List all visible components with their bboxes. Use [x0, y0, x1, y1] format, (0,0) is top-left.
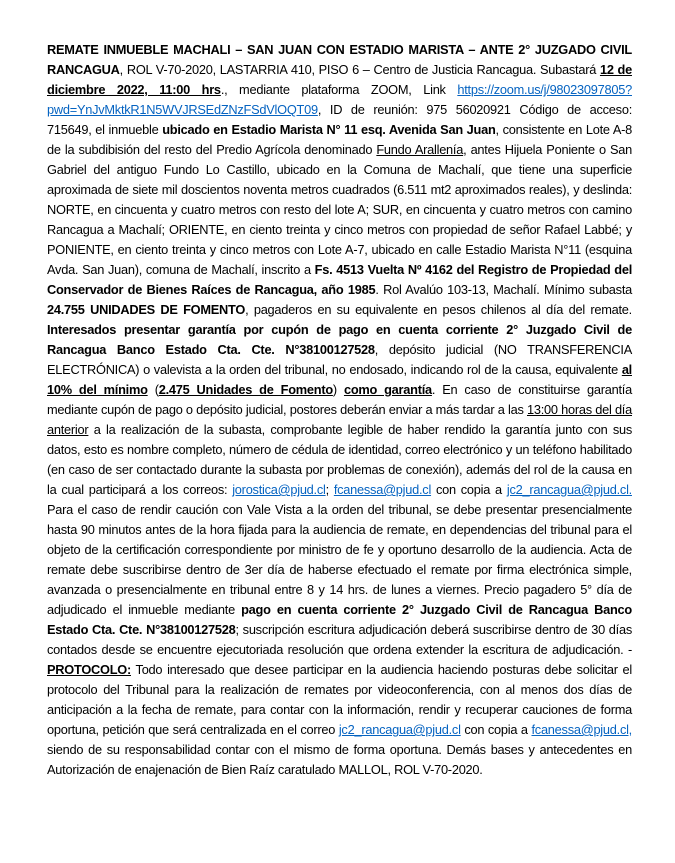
- closing-text: siendo de su responsabilidad contar con el mismo de forma oportuna. Demás bases y antecedentes en Autorización de enajenación de Bien Raíz caratulado MALLOL, ROL V-70-2020.: [47, 742, 632, 777]
- guarantee-amount: 2.475 Unidades de Fomento: [158, 382, 333, 397]
- property-location: ubicado en Estadio Marista N° 11 esq. Avenida San Juan: [162, 122, 496, 137]
- price-payment-account: pago en cuenta corriente 2° Juzgado Civil de Rancagua Banco Estado Cta. Cte. N°38100127528: [47, 602, 632, 637]
- copy-to-text-2: con copia a: [460, 722, 532, 737]
- email-link-jc2-rancagua[interactable]: jc2_rancagua@pjud.cl.: [506, 482, 632, 497]
- lot-description: , consistente en Lote A-8 de la subdibisión del resto del Predio Agrícola denominado: [47, 122, 632, 157]
- vale-vista-procedure: Para el caso de rendir caución con Vale Vista a la orden del tribunal, se debe presentar presencialmente hasta 90 minutos antes de la hora fijada para la audiencia de remate, en dependencias del tribunal para el objeto de la certificación correspondiente por ministro de fe y oportuno desarrollo de la audiencia. Acta de remate debe suscribirse dentro de 3er día de haberse efectuado el remate por firma electrónica simple, avanzada o presencialmente en tribunal entre 8 y 14 hrs. de lunes a viernes. Precio pagadero 5° día de adjudicado el inmueble mediante: [47, 502, 632, 617]
- guarantee-label: como garantía: [343, 382, 432, 397]
- court-address: , ROL V-70-2020, LASTARRIA 410, PISO 6 – Centro de Justicia Rancagua. Subastará: [119, 62, 600, 77]
- fundo-name: Fundo Arallenía: [376, 142, 464, 157]
- guarantee-percentage: al 10% del mínimo: [47, 362, 632, 397]
- bidder-data-requirements: a la realización de la subasta, comprobante legible de haber rendido la garantía junto con sus datos, esto es nombre completo, número de cédula de identidad, correo electrónico y un teléfono habilitado (en caso de ser contactado durante la subasta por problemas de conexión), además del rol de la causa en la cual participará a los correos:: [47, 422, 632, 497]
- minimum-bid: 24.755 UNIDADES DE FOMENTO: [47, 302, 246, 317]
- submission-conditions: . En caso de constituirse garantía mediante cupón de pago o depósito judicial, postores deberán enviar a más tardar a las: [47, 382, 632, 417]
- copy-to-text: con copia a: [431, 482, 507, 497]
- auction-notice-text: [47, 40, 632, 780]
- deed-conditions: ; suscripción escritura adjudicación deberá suscribirse dentro de 30 días contados desde se encuentre ejecutoriada resolución que ordena extender la escritura de adjudicación. -: [47, 622, 632, 657]
- deadline-time: 13:00 horas del día anterior: [47, 402, 632, 437]
- zoom-meeting-link[interactable]: https://zoom.us/j/98023097805?pwd=YnJvMktkR1N5WVJRSEdZNzFSdVlOQT09: [47, 82, 632, 117]
- auction-date: 12 de diciembre 2022, 11:00 hrs: [47, 62, 632, 97]
- email-link-fcanessa[interactable]: fcanessa@pjud.cl: [333, 482, 432, 497]
- boundaries-description: , antes Hijuela Poniente o San Gabriel del antiguo Fundo Lo Castillo, ubicado en la Comuna de Machalí, que tiene una superficie aproximada de siete mil doscientos noventa metros cuadrados (6.511 mt2 aproximados reales), y deslinda: NORTE, en cincuenta y cuatro metros con resto del lote A; SUR, en cincuenta y cuatro metros con camino Rancagua a Machalí; ORIENTE, en ciento treinta y cinco metros con propiedad de señor Rafael Labbé; y PONIENTE, en ciento treinta y cinco metros con Lote A-7, ubicado en calle Estadio Marista N°11 (esquina Avda. San Juan), comuna de Machalí, inscrito a: [47, 142, 633, 277]
- rol-avaluo: . Rol Avalúo 103-13, Machalí. Mínimo subasta: [375, 282, 632, 297]
- email-separator: ;: [325, 482, 334, 497]
- paren-open: (: [147, 382, 159, 397]
- guarantee-instructions: Interesados presentar garantía por cupón de pago en cuenta corriente 2° Juzgado Civil de Rancagua Banco Estado Cta. Cte. N°38100127528: [47, 322, 632, 357]
- protocol-instructions: Todo interesado que desee participar en la audiencia haciendo posturas debe solicitar el protocolo del Tribunal para la realización de remates por videoconferencia, con al menos dos días de anticipación a la fecha de remate, para contar con la información, rendir y recuperar cauciones de forma oportuna, petición que será centralizada en el correo: [47, 662, 632, 737]
- protocol-label: PROTOCOLO:: [47, 662, 131, 677]
- platform-text: ., mediante plataforma ZOOM, Link: [220, 82, 458, 97]
- paren-close: ): [332, 382, 344, 397]
- meeting-credentials: , ID de reunión: 975 56020921 Código de acceso: 715649, el inmueble: [47, 102, 632, 137]
- payment-currency: , pagaderos en su equivalente en pesos chilenos al día del remate.: [245, 302, 632, 317]
- email-link-jorostica[interactable]: jorostica@pjud.cl: [232, 482, 326, 497]
- notice-title: REMATE INMUEBLE MACHALI – SAN JUAN CON ESTADIO MARISTA – ANTE 2° JUZGADO CIVIL RANCAGUA: [47, 42, 632, 77]
- deposit-conditions: , depósito judicial (NO TRANSFERENCIA ELECTRÓNICA) o valevista a la orden del tribunal, no endosado, indicando rol de la causa, equivalente: [47, 342, 632, 377]
- registry-reference: Fs. 4513 Vuelta Nº 4162 del Registro de Propiedad del Conservador de Bienes Raíces de Rancagua, año 1985: [47, 262, 632, 297]
- email-link-fcanessa-2[interactable]: fcanessa@pjud.cl,: [531, 722, 632, 737]
- email-link-jc2-rancagua-2[interactable]: jc2_rancagua@pjud.cl: [338, 722, 461, 737]
